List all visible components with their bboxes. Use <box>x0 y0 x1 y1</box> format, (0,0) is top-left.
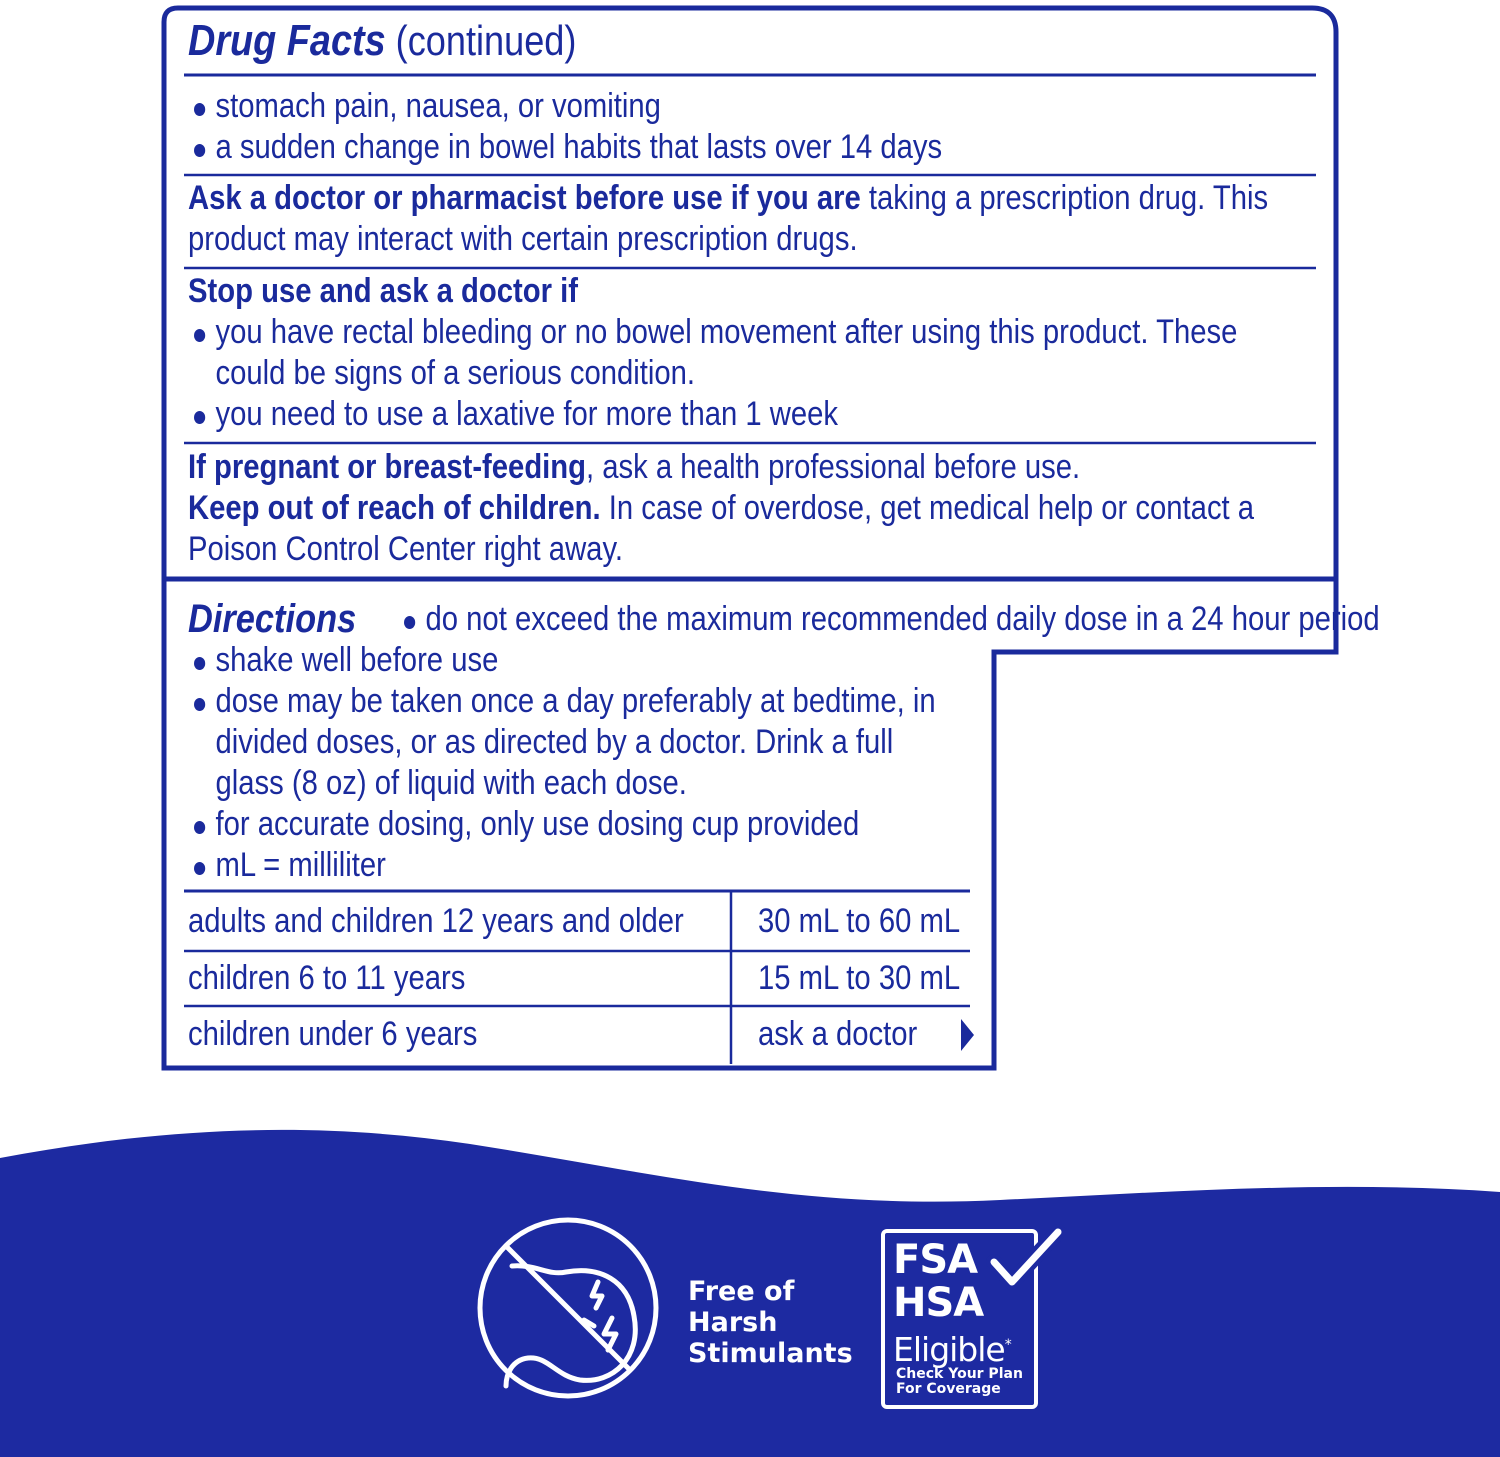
list-item: shake well before use <box>188 640 936 681</box>
stimulant-text: Free of Harsh Stimulants <box>688 1276 853 1369</box>
directions-first-bullet: do not exceed the maximum recommended daily dose in a 24 hour period <box>398 599 1380 640</box>
list-item: mL = milliliter <box>188 845 936 886</box>
check-plan-text: Check Your Plan For Coverage <box>896 1366 1023 1397</box>
list-item: you have rectal bleeding or no bowel movement after using this product. These <box>188 312 1237 353</box>
pregnancy-section: If pregnant or breast-feeding, ask a health professional before use. Keep out of reach of children. In case of overdose, get medical help or contact a Poison Control Center right away. <box>188 448 1255 568</box>
eligible-text: Eligible* <box>893 1330 1011 1369</box>
table-cell-dose: ask a doctor <box>758 1015 918 1053</box>
hsa-text: HSA <box>893 1280 984 1326</box>
stop-use-heading: Stop use and ask a doctor if <box>188 272 578 310</box>
list-item: for accurate dosing, only use dosing cup provided <box>188 804 936 845</box>
stop-use-section: Stop use and ask a doctor if you have rectal bleeding or no bowel movement after using this product. These could be signs of a serious condition. you need to use a laxative for more than 1 week <box>188 272 1238 433</box>
directions-list: shake well before use dose may be taken once a day preferably at bedtime, in divided doses, or as directed by a doctor. Drink a full glass (8 oz) of liquid with each dose. for accurate dosing, only use dosing cup provided mL = milliliter <box>188 640 936 886</box>
fsa-text: FSA <box>893 1237 978 1283</box>
list-item: you need to use a laxative for more than 1 week <box>188 394 1237 435</box>
directions-heading: Directions <box>188 597 357 641</box>
list-item: a sudden change in bowel habits that lasts over 14 days <box>188 127 942 168</box>
table-cell-who: children under 6 years <box>188 1015 478 1053</box>
table-cell-who: adults and children 12 years and older <box>188 902 684 940</box>
drug-facts-title: Drug Facts (continued) <box>188 16 577 65</box>
list-item: dose may be taken once a day preferably at bedtime, in <box>188 681 936 722</box>
ask-doctor-section: Ask a doctor or pharmacist before use if you are taking a prescription drug. This product may interact with certain prescription drugs. <box>188 179 1269 258</box>
list-item: stomach pain, nausea, or vomiting <box>188 86 942 127</box>
table-cell-who: children 6 to 11 years <box>188 959 466 997</box>
table-cell-dose: 30 mL to 60 mL <box>758 902 961 940</box>
table-cell-dose: 15 mL to 30 mL <box>758 959 961 997</box>
